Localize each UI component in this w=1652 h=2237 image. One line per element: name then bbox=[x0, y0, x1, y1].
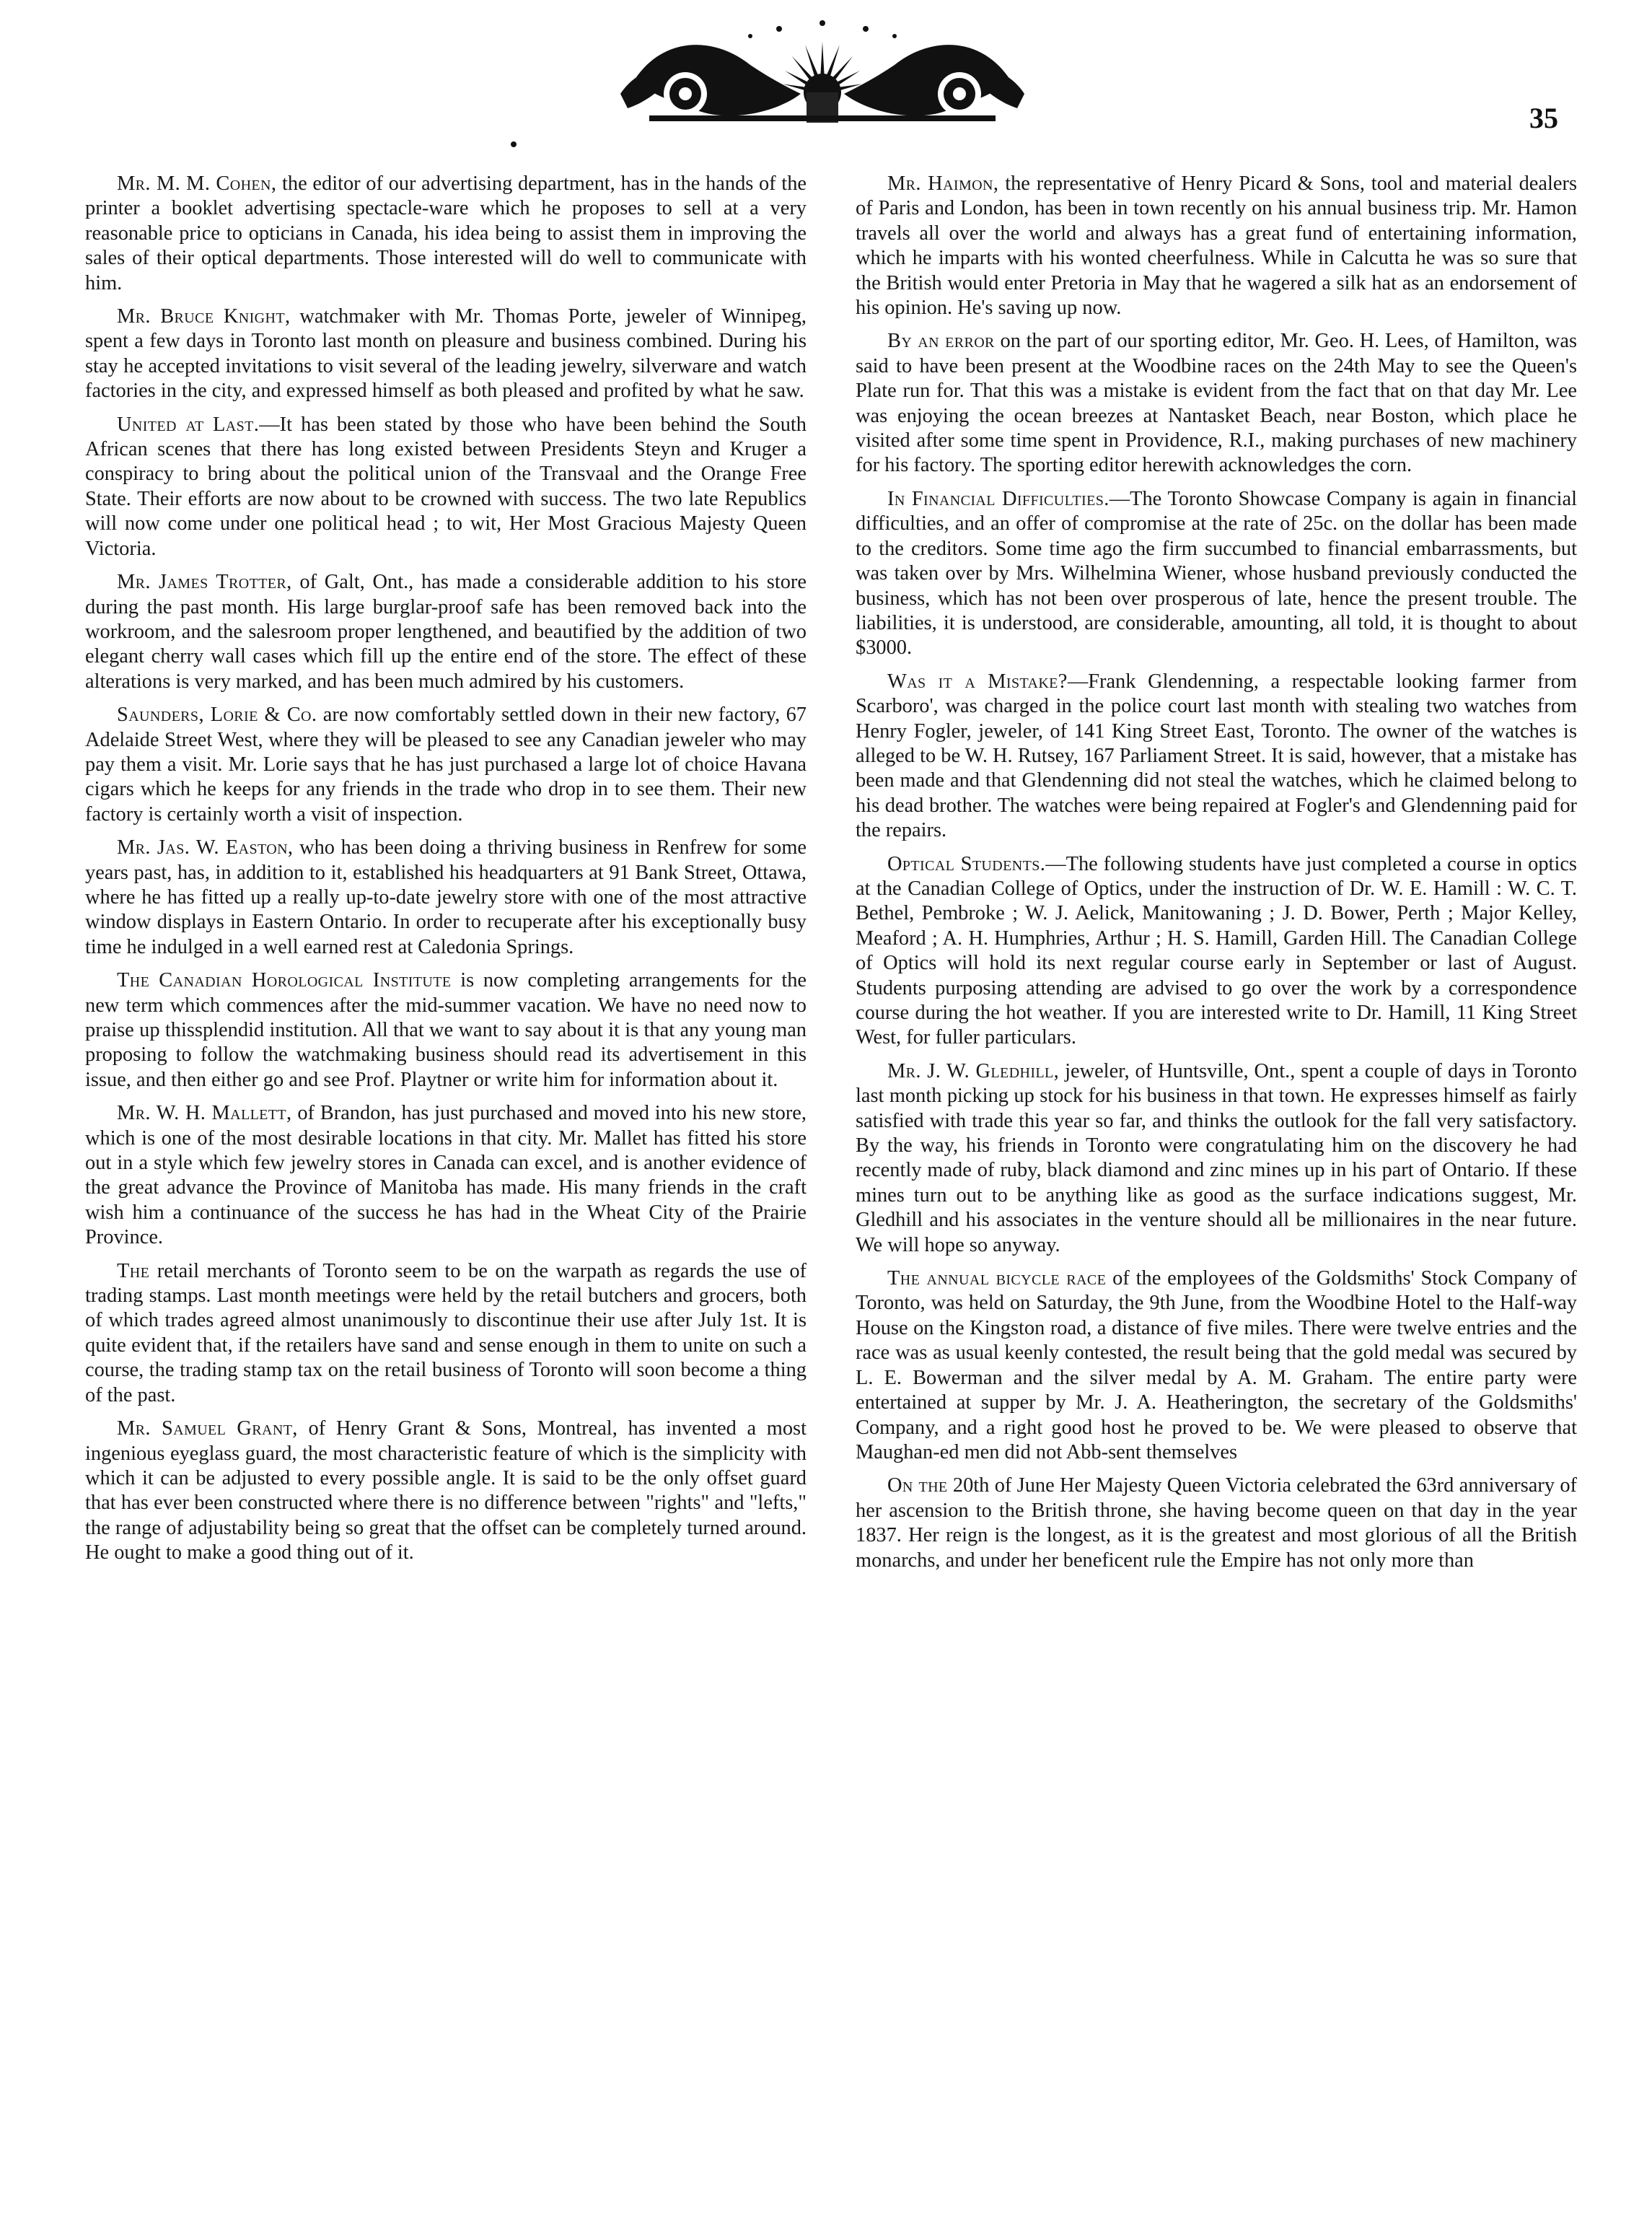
news-paragraph bbox=[856, 172, 1577, 320]
paragraph-lead: Mr. Haimon, bbox=[887, 172, 999, 195]
paragraph-lead: Was it a Mistake? bbox=[887, 670, 1068, 693]
paragraph-text: the representative of Henry Picard & Sons, tool and material dealers of Paris and London, has been in town recently on his annual business trip. Mr. Hamon travels all over the world and always has a great fund of entertaining information, which he imparts with his wonted cheerfulness. While in Calcutta he was so sure that the British would enter Pretoria in May that he wagered a silk hat as an endorsement of his opinion. He's saving up now. bbox=[856, 172, 1577, 320]
news-paragraph bbox=[856, 1474, 1577, 1573]
news-paragraph bbox=[85, 305, 807, 404]
paragraph-text: of the employees of the Goldsmiths' Stock Company of Toronto, was held on Saturday, the 9th June, from the Woodbine Hotel to the Half-way House on the Kingston road, a distance of five miles. There were twelve entries and the race was as usual keenly contested, the result being that the gold medal was secured by L. E. Bowerman and the silver medal by A. M. Graham. The entire party were entertained at supper by Mr. J. A. Heatherington, the secretary of the Goldsmiths' Company, and a right good host he proved to be. We were pleased to observe that Maughan-ed men did not Abb-sent themselves bbox=[856, 1267, 1577, 1463]
paragraph-lead: Mr. Samuel Grant, bbox=[117, 1417, 298, 1440]
paragraph-text: are now comfortably settled down in their new factory, 67 Adelaide Street West, where they will be pleased to see any Canadian jeweler who may pay them a visit. Mr. Lorie says that he has just purchased a large lot of choice Havana cigars which he keeps for any friends in the trade who drop in to see them. Their new factory is certainly worth a visit of inspection. bbox=[85, 704, 807, 826]
stray-ink-dot bbox=[511, 141, 517, 147]
news-paragraph bbox=[856, 329, 1577, 478]
news-paragraph bbox=[856, 670, 1577, 844]
paragraph-lead: United at Last. bbox=[117, 413, 260, 436]
paragraph-text: watchmaker with Mr. Thomas Porte, jeweler of Winnipeg, spent a few days in Toronto last month on pleasure and business combined. During his stay he accepted invitations to visit several of the leading jewelry, silverware and watch factories in the city, and expressed himself as both pleased and profited by what he saw. bbox=[85, 305, 807, 403]
news-paragraph bbox=[85, 1101, 807, 1250]
paragraph-lead: Mr. J. W. Gledhill, bbox=[887, 1059, 1060, 1082]
paragraph-text: jeweler, of Huntsville, Ont., spent a couple of days in Toronto last month picking up stock for his business in that town. He expresses himself as fairly satisfied with trade this year so far, and thinks the outlook for the fall very satisfactory. By the way, his friends in Toronto were congratulating him on the discovery he had recently made of ruby, black diamond and zinc mines up in his part of Ontario. If these mines turn out to be anything like as good as the surface indications suggest, Mr. Gledhill and his associates in the venture should all be millionaires in the near future. We will hope so anyway. bbox=[856, 1059, 1578, 1256]
news-paragraph bbox=[85, 836, 807, 960]
news-paragraph bbox=[85, 172, 807, 296]
paragraph-lead: Mr. Jas. W. Easton, bbox=[117, 836, 294, 859]
paragraph-lead: Mr. James Trotter, bbox=[117, 571, 292, 594]
paragraph-lead: By an error bbox=[887, 330, 995, 353]
paragraph-lead: The bbox=[117, 1259, 150, 1282]
paragraph-lead: Mr. W. H. Mallett, bbox=[117, 1102, 292, 1125]
paragraph-lead: Mr. Bruce Knight, bbox=[117, 305, 291, 328]
paragraph-text: —It has been stated by those who have been behind the South African scenes that there has long existed between Presidents Steyn and Kruger a conspiracy to bring about the political union of the Transvaal and the Orange Free State. Their efforts are now about to be crowned with success. The two late Republics will now come under one political head ; to wit, Her Most Gracious Majesty Queen Victoria. bbox=[85, 413, 807, 560]
paragraph-text: the editor of our advertising department, has in the hands of the printer a booklet advertising spectacle-ware which he proposes to sell at a very reasonable price to opticians in Canada, his idea being to assist them in improving the sales of their optical departments. Those interested will do well to communicate with him. bbox=[85, 172, 807, 294]
paragraph-lead: The Canadian Horological Institute bbox=[117, 969, 452, 992]
paragraph-lead: Saunders, Lorie & Co. bbox=[117, 704, 317, 727]
left-column bbox=[85, 172, 807, 1575]
paragraph-text: is now completing arrangements for the new term which commences after the mid-summer vacation. We have no need now to praise up thissplendid institution. All that we want to say about it is that any young man proposing to follow the watchmaking business should read its advertisement in this issue, and then either go and see Prof. Playtner or write him for information about it. bbox=[85, 969, 807, 1091]
paragraph-text: of Brandon, has just purchased and moved into his new store, which is one of the most desirable locations in that city. Mr. Mallet has fitted his store out in a style which few jewelry stores in Canada can excel, and is another evidence of the great advance the Province of Manitoba has made. His many friends in the craft wish him a continuance of the success he has had in the Wheat City of the Prairie Province. bbox=[85, 1102, 807, 1249]
paragraph-lead: The annual bicycle race bbox=[887, 1267, 1107, 1290]
paragraph-text: 20th of June Her Majesty Queen Victoria celebrated the 63rd anniversary of her ascension to the British throne, she having become queen on that day in the year 1837. Her reign is the longest, as it is the greatest and most glorious of all the British monarchs, and under her beneficent rule the Empire has not only more than bbox=[856, 1474, 1578, 1572]
paragraph-lead: In Financial Difficulties. bbox=[887, 487, 1110, 510]
paragraph-text: on the part of our sporting editor, Mr. Geo. H. Lees, of Hamilton, was said to have been present at the Woodbine races on the 24th May to see the Queen's Plate run for. That this was a mistake is evident from the fact that on that day Mr. Lee was enjoying the ocean breezes at Nantasket Beach, near Boston, which place he visited after some time spent in Providence, R.I., making purchases of new machinery for his factory. The sporting editor herewith acknowledges the corn. bbox=[856, 330, 1578, 477]
news-paragraph bbox=[85, 1259, 807, 1408]
right-column bbox=[856, 172, 1577, 1582]
page-number: 35 bbox=[1529, 102, 1558, 134]
paragraph-lead: Mr. M. M. Cohen, bbox=[117, 172, 277, 195]
paragraph-text: of Henry Grant & Sons, Montreal, has invented a most ingenious eyeglass guard, the most characteristic feature of which is the simplicity with which it can be adjusted to every possible angle. It is said to be the only offset guard that has ever been constructed where there is no difference between "rights" and "lefts," the range of adjustability being so great that the offset can be completely turned around. He ought to make a good thing out of it. bbox=[85, 1417, 807, 1564]
news-paragraph bbox=[856, 852, 1577, 1051]
paragraph-text: of Galt, Ont., has made a considerable addition to his store during the past month. His large burglar-proof safe has been removed back into the workroom, and the salesroom proper lengthened, and beautified by the addition of two elegant cherry wall cases which fill up the entire end of the store. The effect of these alterations is very marked, and has been much admired by his customers. bbox=[85, 571, 807, 693]
news-paragraph bbox=[856, 487, 1577, 661]
news-paragraph bbox=[85, 570, 807, 694]
paragraph-lead: On the bbox=[887, 1474, 948, 1497]
news-paragraph bbox=[85, 413, 807, 561]
paragraph-text: retail merchants of Toronto seem to be on the warpath as regards the use of trading stamps. Last month meetings were held by the retail butchers and grocers, both of which trades agreed almost unanimously to discontinue their use after July 1st. It is quite evident that, if the retailers have sand and sense enough in them to unite on such a course, the trading stamp tax on the retail business of Toronto will soon become a thing of the past. bbox=[85, 1259, 807, 1406]
news-paragraph bbox=[85, 968, 807, 1093]
news-paragraph bbox=[85, 1417, 807, 1565]
paragraph-text: —Frank Glendenning, a respectable looking farmer from Scarboro', was charged in the police court last month with stealing two watches from Henry Fogler, jeweler, of 141 King Street East, Toronto. The owner of the watches is alleged to be W. H. Rutsey, 167 Parliament Street. It is said, however, that a mistake has been made and that Glendenning did not steal the watches, which he claimed belong to his dead brother. The watches were being repaired at Fogler's and Glendenning paid for the repairs. bbox=[856, 670, 1578, 842]
sunburst-floral-ornament-icon bbox=[606, 7, 1039, 137]
paragraph-lead: Optical Students. bbox=[887, 852, 1046, 875]
news-paragraph bbox=[85, 703, 807, 827]
news-paragraph bbox=[856, 1059, 1577, 1258]
paragraph-text: —The Toronto Showcase Company is again in financial difficulties, and an offer of compromise at the rate of 25c. on the dollar has been made to the creditors. Some time ago the firm succumbed to financial embarrassments, but was taken over by Mrs. Wilhelmina Wiener, whose husband previously conducted the business, which has not been over prosperous of late, hence the present trouble. The liabilities, it is understood, are considerable, amounting, all told, it is thought to about $3000. bbox=[856, 487, 1578, 660]
paragraph-text: —The following students have just completed a course in optics at the Canadian College of Optics, under the instruction of Dr. W. E. Hamill : W. C. T. Bethel, Pembroke ; W. J. Aelick, Manitowaning ; J. D. Bower, Perth ; Major Kelley, Meaford ; A. H. Humphries, Arthur ; H. S. Hamill, Garden Hill. The Canadian College of Optics will hold its next regular course early in September or last of August. Students purposing attending are advised to go over the work by a correspondence course during the hot weather. If you are interested write to Dr. Hamill, 11 King Street West, for fuller particulars. bbox=[856, 852, 1577, 1049]
news-paragraph bbox=[856, 1266, 1577, 1465]
paragraph-text: who has been doing a thriving business in Renfrew for some years past, has, in addition to it, established his headquarters at 91 Bank Street, Ottawa, where he has fitted up a really up-to-date jewelry store with one of the most attractive window displays in Eastern Ontario. In order to recuperate after his exceptionally busy time he indulged in a well earned rest at Caledonia Springs. bbox=[85, 836, 807, 958]
